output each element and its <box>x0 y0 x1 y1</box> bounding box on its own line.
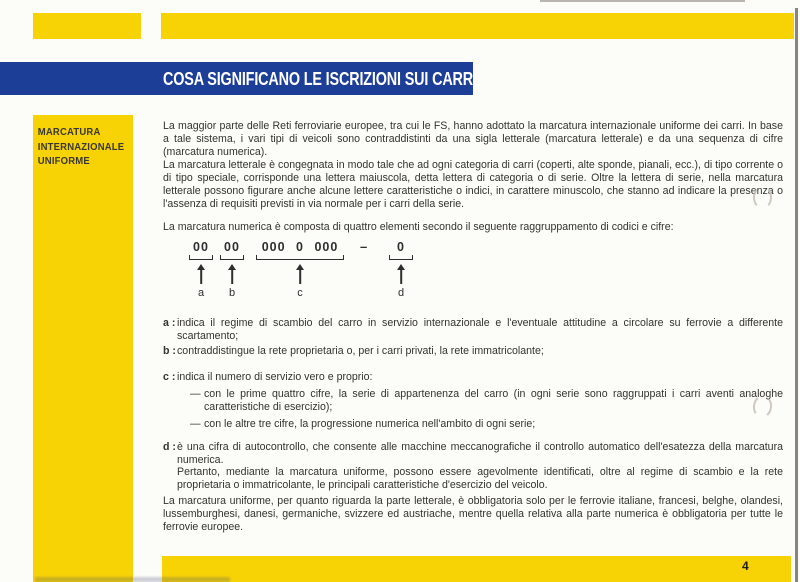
paragraph-numeric-marking: La marcatura numerica è composta di quattro elementi secondo il seguente raggruppamento di codici e cifre: <box>163 221 674 233</box>
digit-grouping-diagram <box>163 241 483 307</box>
sidebar-label-line1: MARCATURA <box>37 127 101 138</box>
digit-group-c-label: c <box>297 287 303 299</box>
scan-top-edge <box>540 0 745 2</box>
main-content <box>163 0 783 582</box>
bullet-dash-icon: — <box>190 388 201 400</box>
binding-ring-mark <box>753 186 772 209</box>
definition-item-d <box>163 441 783 467</box>
page-title: COSA SIGNIFICANO LE ISCRIZIONI SUI CARRI. <box>163 69 481 89</box>
definition-key-b: b : <box>163 345 176 357</box>
digit-group-c <box>256 241 344 299</box>
paragraph-intro: La maggior parte delle Reti ferroviarie europee, tra cui le FS, hanno adottato la marcatura internazionale uniforme dei carri. In base a tale sistema, i vari tipi di veicoli sono contraddistinti da una sigla letterale (marcatura letterale) e da una sequenza di cifre (marcatura numerica). <box>163 120 783 158</box>
sidebar-label-line3: UNIFORME <box>37 156 90 167</box>
up-arrow-icon <box>396 264 406 284</box>
definition-key-a: a : <box>163 317 176 329</box>
underbrace-bracket <box>189 255 213 260</box>
definition-c-bullet-2-text: con le altre tre cifre, la progressione numerica nell'ambito di ogni serie; <box>204 418 536 430</box>
digit-group-d-digits: 0 <box>397 240 405 254</box>
underbrace-bracket <box>220 255 244 260</box>
digit-group-b <box>220 241 244 299</box>
definition-c-bullet-2 <box>190 418 783 431</box>
sidebar-label <box>33 115 128 170</box>
definition-item-c <box>163 371 783 431</box>
digit-group-b-digits: 00 <box>224 240 240 254</box>
definition-text-d: è una cifra di autocontrollo, che consente alle macchine meccanografiche il controllo automatico dell'esatezza della marcatura numerica. <box>177 441 783 466</box>
page-number: 4 <box>742 559 749 573</box>
scan-bottom-smudge <box>35 577 230 582</box>
bottom-yellow-strip <box>162 556 791 582</box>
digit-group-c-digits: 000 0 000 <box>261 240 339 254</box>
digit-group-a-digits: 00 <box>193 240 209 254</box>
definition-text-b: contraddistingue la rete proprietaria o, per i carri privati, la rete immatricolante; <box>177 345 544 357</box>
definition-text-c: indica il numero di servizio vero e proprio: <box>177 371 373 383</box>
paragraph-final: La marcatura uniforme, per quanto riguarda la parte letterale, è obbligatoria solo per le ferrovie italiane, francesi, belghe, olandesi, lussemburghesi, danesi, germaniche, svizzere ed austriache, mentre quella relativa alla parte numerica è obbligatoria per tutte le ferrovie europee. <box>163 495 783 533</box>
up-arrow-icon <box>295 264 305 284</box>
definition-c-bullet-1 <box>190 388 783 414</box>
definition-item-a <box>163 317 783 343</box>
digit-group-a-label: a <box>197 287 205 299</box>
diagram-dash-separator: – <box>360 239 368 254</box>
underbrace-bracket <box>256 255 344 260</box>
digit-group-a <box>189 241 213 299</box>
digit-group-b-label: b <box>228 287 236 299</box>
definition-key-c: c : <box>163 371 176 383</box>
digit-group-d-label: d <box>397 287 405 299</box>
bullet-dash-icon: — <box>190 418 201 430</box>
up-arrow-icon <box>227 264 237 284</box>
top-yellow-band-left <box>33 13 141 39</box>
definition-key-d: d : <box>163 441 176 453</box>
sidebar <box>33 115 133 582</box>
digit-group-d <box>389 241 413 299</box>
up-arrow-icon <box>196 264 206 284</box>
definition-c-bullet-1-text: con le prime quattro cifre, la serie di appartenenza del carro (in ogni serie sono raggruppati i carri aventi analoghe caratteristiche di esercizio); <box>204 388 783 413</box>
sidebar-label-line2: INTERNAZIONALE <box>37 141 125 153</box>
paragraph-letter-marking: La marcatura letterale è congegnata in modo tale che ad ogni categoria di carri (coperti, alte sponde, pianali, ecc.), di tipo corrente o di tipo speciale, corrisponde una lettera maiuscola, detta lettera di categoria o di serie. Oltre la lettera di serie, nella marcatura letterale possono figurare anche alcune lettere caratteristiche o indici, in carattere minuscolo, che stanno ad indicare la presenza o l'assenza di requisiti previsti in via normale per i carri della serie. <box>163 159 783 210</box>
definition-text-a: indica il regime di scambio del carro in servizio internazionale e l'eventuale attitudine a circolare su ferrovie a differente scartamento; <box>177 317 783 342</box>
paragraph-pertanto: Pertanto, mediante la marcatura uniforme, possono essere agevolmente identificati, oltre al regime di scambio e la rete proprietaria o immatricolante, le principali caratteristiche d'esercizio del veicolo. <box>177 466 783 491</box>
underbrace-bracket <box>389 255 413 260</box>
scan-page-edge-shadow <box>795 8 798 582</box>
definition-item-b <box>163 345 783 358</box>
